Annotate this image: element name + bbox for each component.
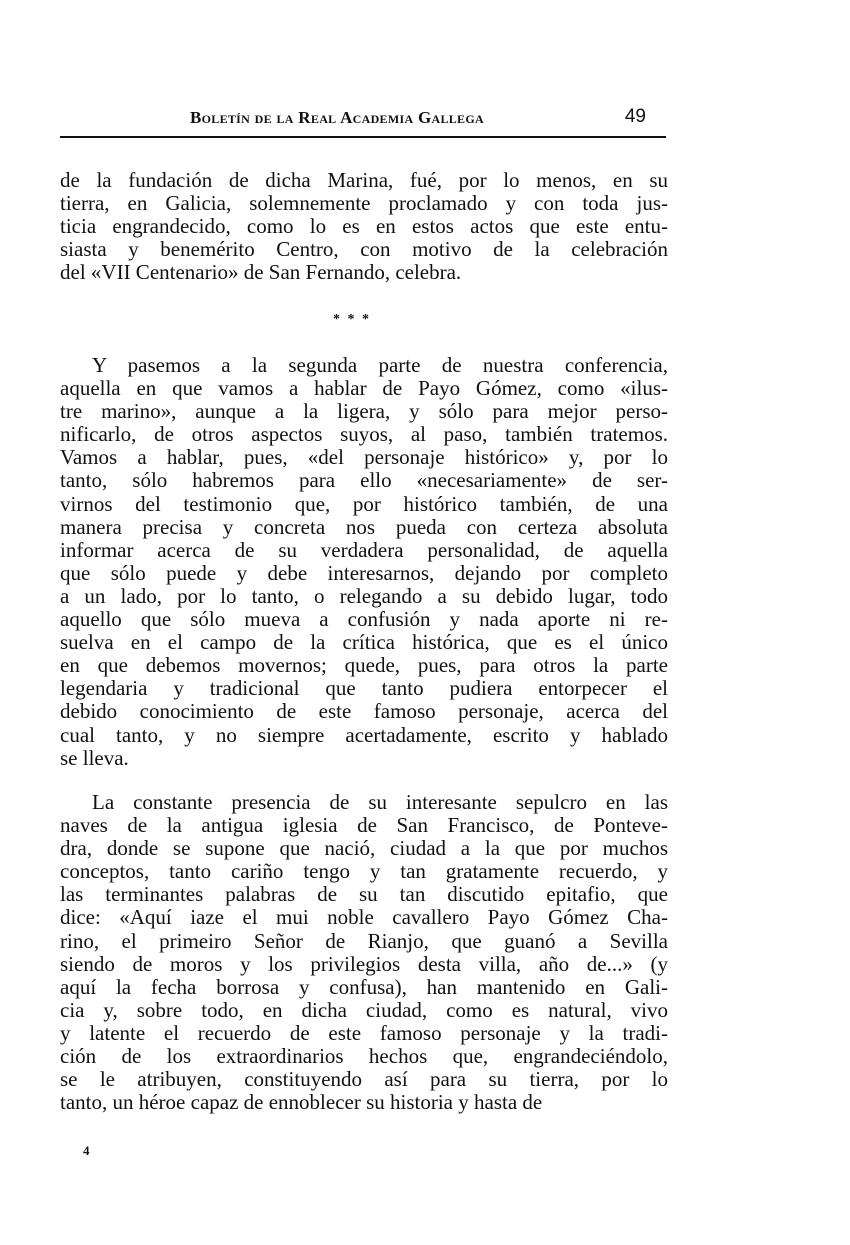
- text-line: tanto, sólo habremos para ello «necesariamente» de ser-: [60, 468, 668, 493]
- text-line: del «VII Centenario» de San Fernando, celebra.: [60, 260, 462, 285]
- text-line: aquí la fecha borrosa y confusa), han mantenido en Gali-: [60, 974, 668, 999]
- text-line: siendo de moros y los privilegios desta villa, año de...» (y: [60, 951, 668, 976]
- text-line: siasta y benemérito Centro, con motivo de la celebración: [60, 237, 668, 262]
- text-line: aquella en que vamos a hablar de Payo Gómez, como «ilus-: [60, 376, 668, 401]
- text-line: tre marino», aunque a la ligera, y sólo para mejor perso-: [60, 399, 668, 424]
- running-title: Boletín de la Real Academia Gallega: [190, 108, 484, 127]
- text-line: aquello que sólo mueva a confusión y nada aporte ni re-: [60, 607, 668, 632]
- text-line: nificarlo, de otros aspectos suyos, al paso, también tratemos.: [60, 422, 668, 447]
- text-line: tierra, en Galicia, solemnemente proclamado y con toda jus-: [60, 191, 668, 216]
- text-line: legendaria y tradicional que tanto pudiera entorpecer el: [60, 676, 668, 701]
- text-line: se lleva.: [60, 745, 129, 770]
- text-line: naves de la antigua iglesia de San Francisco, de Ponteve-: [60, 813, 668, 838]
- text-line: manera precisa y concreta nos pueda con certeza absoluta: [60, 514, 668, 539]
- text-line: suelva en el campo de la crítica histórica, que es el único: [60, 630, 668, 655]
- text-line: ción de los extraordinarios hechos que, engrandeciéndolo,: [60, 1044, 668, 1069]
- paragraph-2: [60, 354, 668, 770]
- page-number: 49: [624, 106, 646, 127]
- text-line: y latente el recuerdo de este famoso personaje y la tradi-: [60, 1020, 668, 1045]
- text-line: las terminantes palabras de su tan discutido epitafio, que: [60, 882, 668, 907]
- text-line: La constante presencia de su interesante sepulcro en las: [92, 790, 668, 814]
- text-line: en que debemos movernos; quede, pues, para otros la parte: [60, 653, 668, 678]
- text-line: que sólo puede y debe interesarnos, dejando por completo: [60, 560, 668, 585]
- text-line: cual tanto, y no siempre acertadamente, escrito y hablado: [60, 722, 668, 747]
- paragraph-1: [60, 169, 668, 284]
- text-line: dra, donde se supone que nació, ciudad a la que por muchos: [60, 836, 668, 861]
- text-line: virnos del testimonio que, por histórico también, de una: [60, 491, 668, 516]
- text-line: debido conocimiento de este famoso personaje, acerca del: [60, 699, 668, 724]
- paragraph-3: [60, 791, 668, 1114]
- text-line: cia y, sobre todo, en dicha ciudad, como es natural, vivo: [60, 997, 668, 1022]
- text-line: conceptos, tanto cariño tengo y tan gratamente recuerdo, y: [60, 859, 668, 884]
- header-rule: [60, 136, 666, 138]
- running-header: [60, 108, 668, 132]
- text-line: tanto, un héroe capaz de ennoblecer su historia y hasta de: [60, 1090, 543, 1115]
- text-line: se le atribuyen, constituyendo así para su tierra, por lo: [60, 1067, 668, 1092]
- text-line: a un lado, por lo tanto, o relegando a su debido lugar, todo: [60, 583, 668, 608]
- text-line: rino, el primeiro Señor de Rianjo, que guanó a Sevilla: [60, 928, 668, 953]
- text-line: ticia engrandecido, como lo es en estos actos que este entu-: [60, 214, 668, 239]
- text-line: Vamos a hablar, pues, «del personaje histórico» y, por lo: [60, 445, 668, 470]
- section-separator: * * *: [333, 312, 371, 327]
- text-line: Y pasemos a la segunda parte de nuestra conferencia,: [92, 353, 668, 377]
- text-line: de la fundación de dicha Marina, fué, por lo menos, en su: [60, 168, 668, 192]
- text-line: dice: «Aquí iaze el mui noble cavallero Payo Gómez Cha-: [60, 905, 668, 930]
- text-line: informar acerca de su verdadera personalidad, de aquella: [60, 537, 668, 562]
- printer-signature-mark: 4: [83, 1143, 90, 1158]
